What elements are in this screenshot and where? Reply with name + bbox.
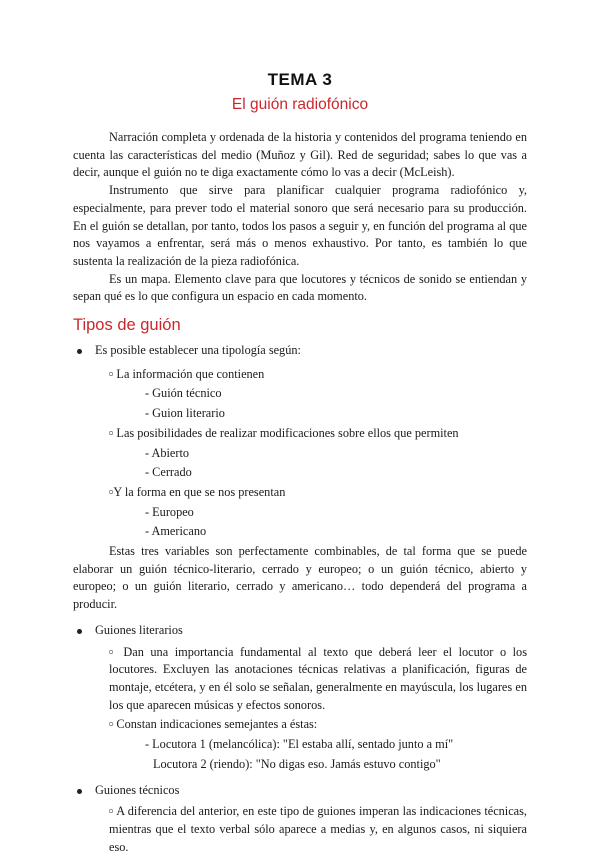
bullet-item: Guiones técnicos xyxy=(73,782,527,800)
tecnicos-paragraph: ▫ A diferencia del anterior, en este tipo de guiones imperan las indicaciones técnicas, mientras que el texto verbal sólo aparece a medias y, en algunos casos, ni siquiera eso. xyxy=(109,804,527,854)
dash-item: - Guion literario xyxy=(145,406,225,421)
dash-item: - Americano xyxy=(145,524,207,539)
bullet-item: Guiones literarios xyxy=(73,622,527,640)
example-line: Locutora 2 (riendo): "No digas eso. Jamás estuvo contigo" xyxy=(153,756,441,771)
intro-paragraph: Instrumento que sirve para planificar cualquier programa radiofónico y, especialmente, para prever todo el material sonoro que será necesario para su producción. En el guión se detallan, por tanto, todos los pasos a seguir y, en función del programa al que nos vayamos a enfrentar, será más o menos exhaustivo. Por tanto, es también lo que sustenta la realización de la pieza radiofónica. xyxy=(73,183,527,268)
intro-paragraph: Narración completa y ordenada de la historia y contenidos del programa teniendo en cuenta las características del medio (Muñoz y Gil). Red de seguridad; sabes lo que vas a decir, aunque el guión no te diga exactamente cómo lo vas a decir (McLeish). xyxy=(73,130,527,180)
intro-paragraph: Es un mapa. Elemento clave para que locutores y técnicos de sonido se entiendan y sepan qué es lo que configura un espacio en cada momento. xyxy=(73,271,527,304)
document-body xyxy=(73,129,527,856)
sub-item: ▫Y la forma en que se nos presentan xyxy=(109,484,286,499)
combinable-paragraph: Estas tres variables son perfectamente combinables, de tal forma que se puede elaborar un guión técnico-literario, cerrado y europeo; o un guión técnico, abierto y europeo; o un guión literario, cerrado y americano… todo dependerá del programa a producir. xyxy=(73,544,527,612)
dash-item: - Guión técnico xyxy=(145,386,222,401)
section-heading: Tipos de guión xyxy=(73,316,181,335)
literarios-paragraph: ▫ Dan una importancia fundamental al texto que deberá leer el locutor o los locutores. Excluyen las anotaciones técnicas relativas a planificación, figuras de montaje, etcétera, y en él solo se señalan, generalmente en mayúscula, los lugares en los que aparecen músicas y efectos sonoros. xyxy=(109,644,527,712)
page-title: TEMA 3 xyxy=(267,70,333,89)
dash-item: - Europeo xyxy=(145,504,194,519)
dash-item: - Abierto xyxy=(145,445,190,460)
bullet-item: Es posible establecer una tipología según: xyxy=(73,342,527,360)
sub-item: ▫ La información que contienen xyxy=(109,366,265,381)
page-subtitle: El guión radiofónico xyxy=(231,96,369,113)
sub-item: ▫ Las posibilidades de realizar modificaciones sobre ellos que permiten xyxy=(109,425,459,440)
dash-item: - Cerrado xyxy=(145,465,192,480)
sub-item: ▫ Constan indicaciones semejantes a éstas: xyxy=(109,717,318,732)
example-line: - Locutora 1 (melancólica): "El estaba allí, sentado junto a mí" xyxy=(145,737,454,752)
